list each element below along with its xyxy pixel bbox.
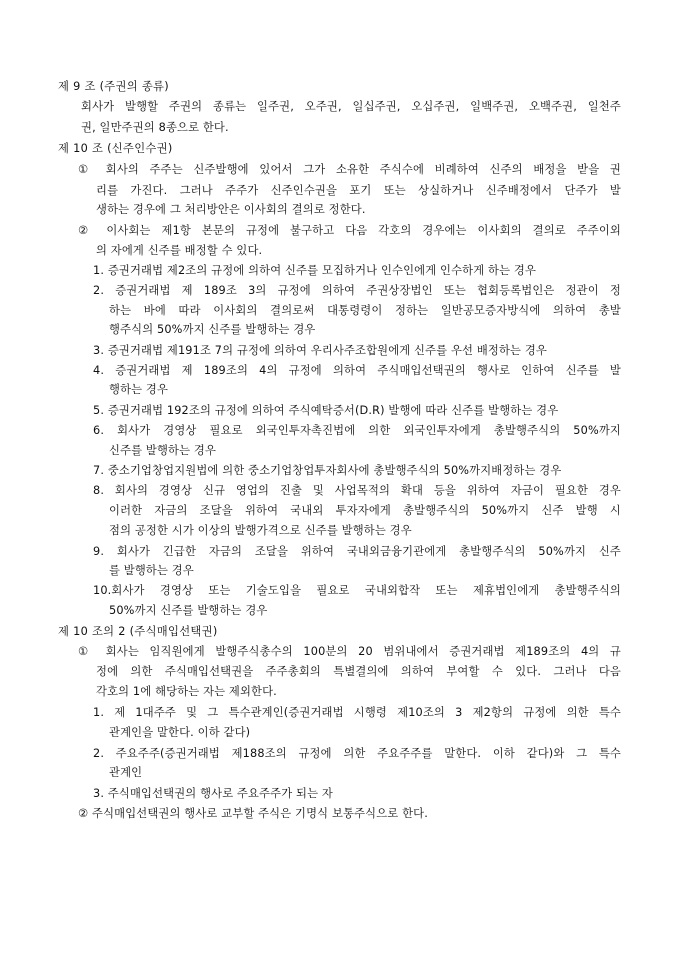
article-10-item-8-line-3: 점의 공정한 시가 이상의 발행가격으로 신주를 발행하는 경우 bbox=[109, 524, 412, 537]
article-10-para-1-line-3: 생하는 경우에 그 처리방안은 이사회의 결의로 정한다. bbox=[96, 203, 366, 216]
article-10-item-6-line-2: 신주를 발행하는 경우 bbox=[109, 444, 217, 457]
article-10-heading: 제 10 조 (신주인수권) bbox=[58, 142, 173, 155]
article-10-item-2-line-2: 하는 바에 따라 이사회의 결의로써 대통령령이 정하는 일반공모증자방식에 의하여 총발 bbox=[109, 304, 621, 317]
article-9-line-2: 권, 일만주권의 8종으로 한다. bbox=[81, 121, 229, 134]
article-10-item-2-line-1: 2. 증권거래법 제 189조 3의 규정에 의하여 주권상장법인 또는 협회등록법인은 정관이 정 bbox=[93, 284, 621, 297]
article-10-item-9-line-2: 를 발행하는 경우 bbox=[109, 564, 194, 577]
article-10-para-1-line-1: ① 회사의 주주는 신주발행에 있어서 그가 소유한 주식수에 비례하여 신주의 배정을 받을 권 bbox=[78, 163, 621, 176]
article-10-2-item-1-line-2: 관계인을 말한다. 이하 같다) bbox=[109, 726, 251, 739]
article-10-item-2-line-3: 행주식의 50%까지 신주를 발행하는 경우 bbox=[109, 323, 316, 336]
article-10-item-8-line-2: 이러한 자금의 조달을 위하여 국내외 투자자에게 총발행주식의 50%까지 신주 발행 시 bbox=[109, 504, 621, 517]
article-10-2-para-2: ② 주식매입선택권의 행사로 교부할 주식은 기명식 보통주식으로 한다. bbox=[78, 807, 428, 820]
article-10-2-para-1-line-1: ① 회사는 임직원에게 발행주식총수의 100분의 20 범위내에서 증권거래법 제189조의 4의 규 bbox=[78, 645, 621, 658]
article-10-item-10-line-1: 10.회사가 경영상 또는 기술도입을 필요로 국내외합작 또는 제휴법인에게 총발행주식의 bbox=[93, 584, 621, 597]
article-9-line-1: 회사가 발행할 주권의 종류는 일주권, 오주권, 일십주권, 오십주권, 일백주권, 오백주권, 일천주 bbox=[81, 100, 621, 113]
article-10-item-7: 7. 중소기업창업지원법에 의한 중소기업창업투자회사에 총발행주식의 50%까지배정하는 경우 bbox=[93, 464, 562, 477]
article-10-item-6-line-1: 6. 회사가 경영상 필요로 외국인투자촉진법에 의한 외국인투자에게 총발행주식의 50%까지 bbox=[93, 424, 621, 437]
article-10-item-9-line-1: 9. 회사가 긴급한 자금의 조달을 위하여 국내외금융기관에게 총발행주식의 50%까지 신주 bbox=[93, 545, 621, 558]
article-10-item-10-line-2: 50%까지 신주를 발행하는 경우 bbox=[109, 604, 268, 617]
article-10-2-para-1-line-2: 정에 의한 주식매입선택권을 주주총회의 특별결의에 의하여 부여할 수 있다. 그러나 다음 bbox=[96, 665, 621, 678]
article-10-para-1-line-2: 리를 가진다. 그러나 주주가 신주인수권을 포기 또는 상실하거나 신주배정에서 단주가 발 bbox=[96, 184, 621, 197]
article-10-2-item-2-line-1: 2. 주요주주(증권거래법 제188조의 규정에 의한 주요주주를 말한다. 이하 같다)와 그 특수 bbox=[93, 747, 621, 760]
article-9-heading: 제 9 조 (주권의 종류) bbox=[58, 80, 169, 93]
article-10-para-2-line-1: ② 이사회는 제1항 본문의 규정에 불구하고 다음 각호의 경우에는 이사회의 결의로 주주이외 bbox=[78, 224, 621, 237]
article-10-2-item-1-line-1: 1. 제 1대주주 및 그 특수관계인(증권거래법 시행령 제10조의 3 제2항의 규정에 의한 특수 bbox=[93, 706, 621, 719]
article-10-2-para-1-line-3: 각호의 1에 해당하는 자는 제외한다. bbox=[96, 685, 277, 698]
article-10-2-item-3: 3. 주식매입선택권의 행사로 주요주주가 되는 자 bbox=[93, 787, 333, 800]
article-10-2-item-2-line-2: 관계인 bbox=[109, 766, 143, 779]
article-10-para-2-line-2: 의 자에게 신주를 배정할 수 있다. bbox=[96, 244, 263, 257]
article-10-item-5: 5. 증권거래법 192조의 규정에 의하여 주식예탁증서(D.R) 발행에 따라 신주를 발행하는 경우 bbox=[93, 404, 559, 417]
article-10-2-heading: 제 10 조의 2 (주식매입선택권) bbox=[58, 625, 218, 638]
article-10-item-8-line-1: 8. 회사의 경영상 신규 영업의 진출 및 사업목적의 확대 등을 위하여 자금이 필요한 경우 bbox=[93, 484, 621, 497]
article-10-item-4-line-2: 행하는 경우 bbox=[109, 383, 169, 396]
article-10-item-4-line-1: 4. 증권거래법 제 189조의 4의 규정에 의하여 주식매입선택권의 행사로 인하여 신주를 발 bbox=[93, 364, 621, 377]
article-10-item-1: 1. 증권거래법 제2조의 규정에 의하여 신주를 모집하거나 인수인에게 인수하게 하는 경우 bbox=[93, 264, 537, 277]
article-10-item-3: 3. 증권거래법 제191조 7의 규정에 의하여 우리사주조합원에게 신주를 우선 배정하는 경우 bbox=[93, 344, 547, 357]
